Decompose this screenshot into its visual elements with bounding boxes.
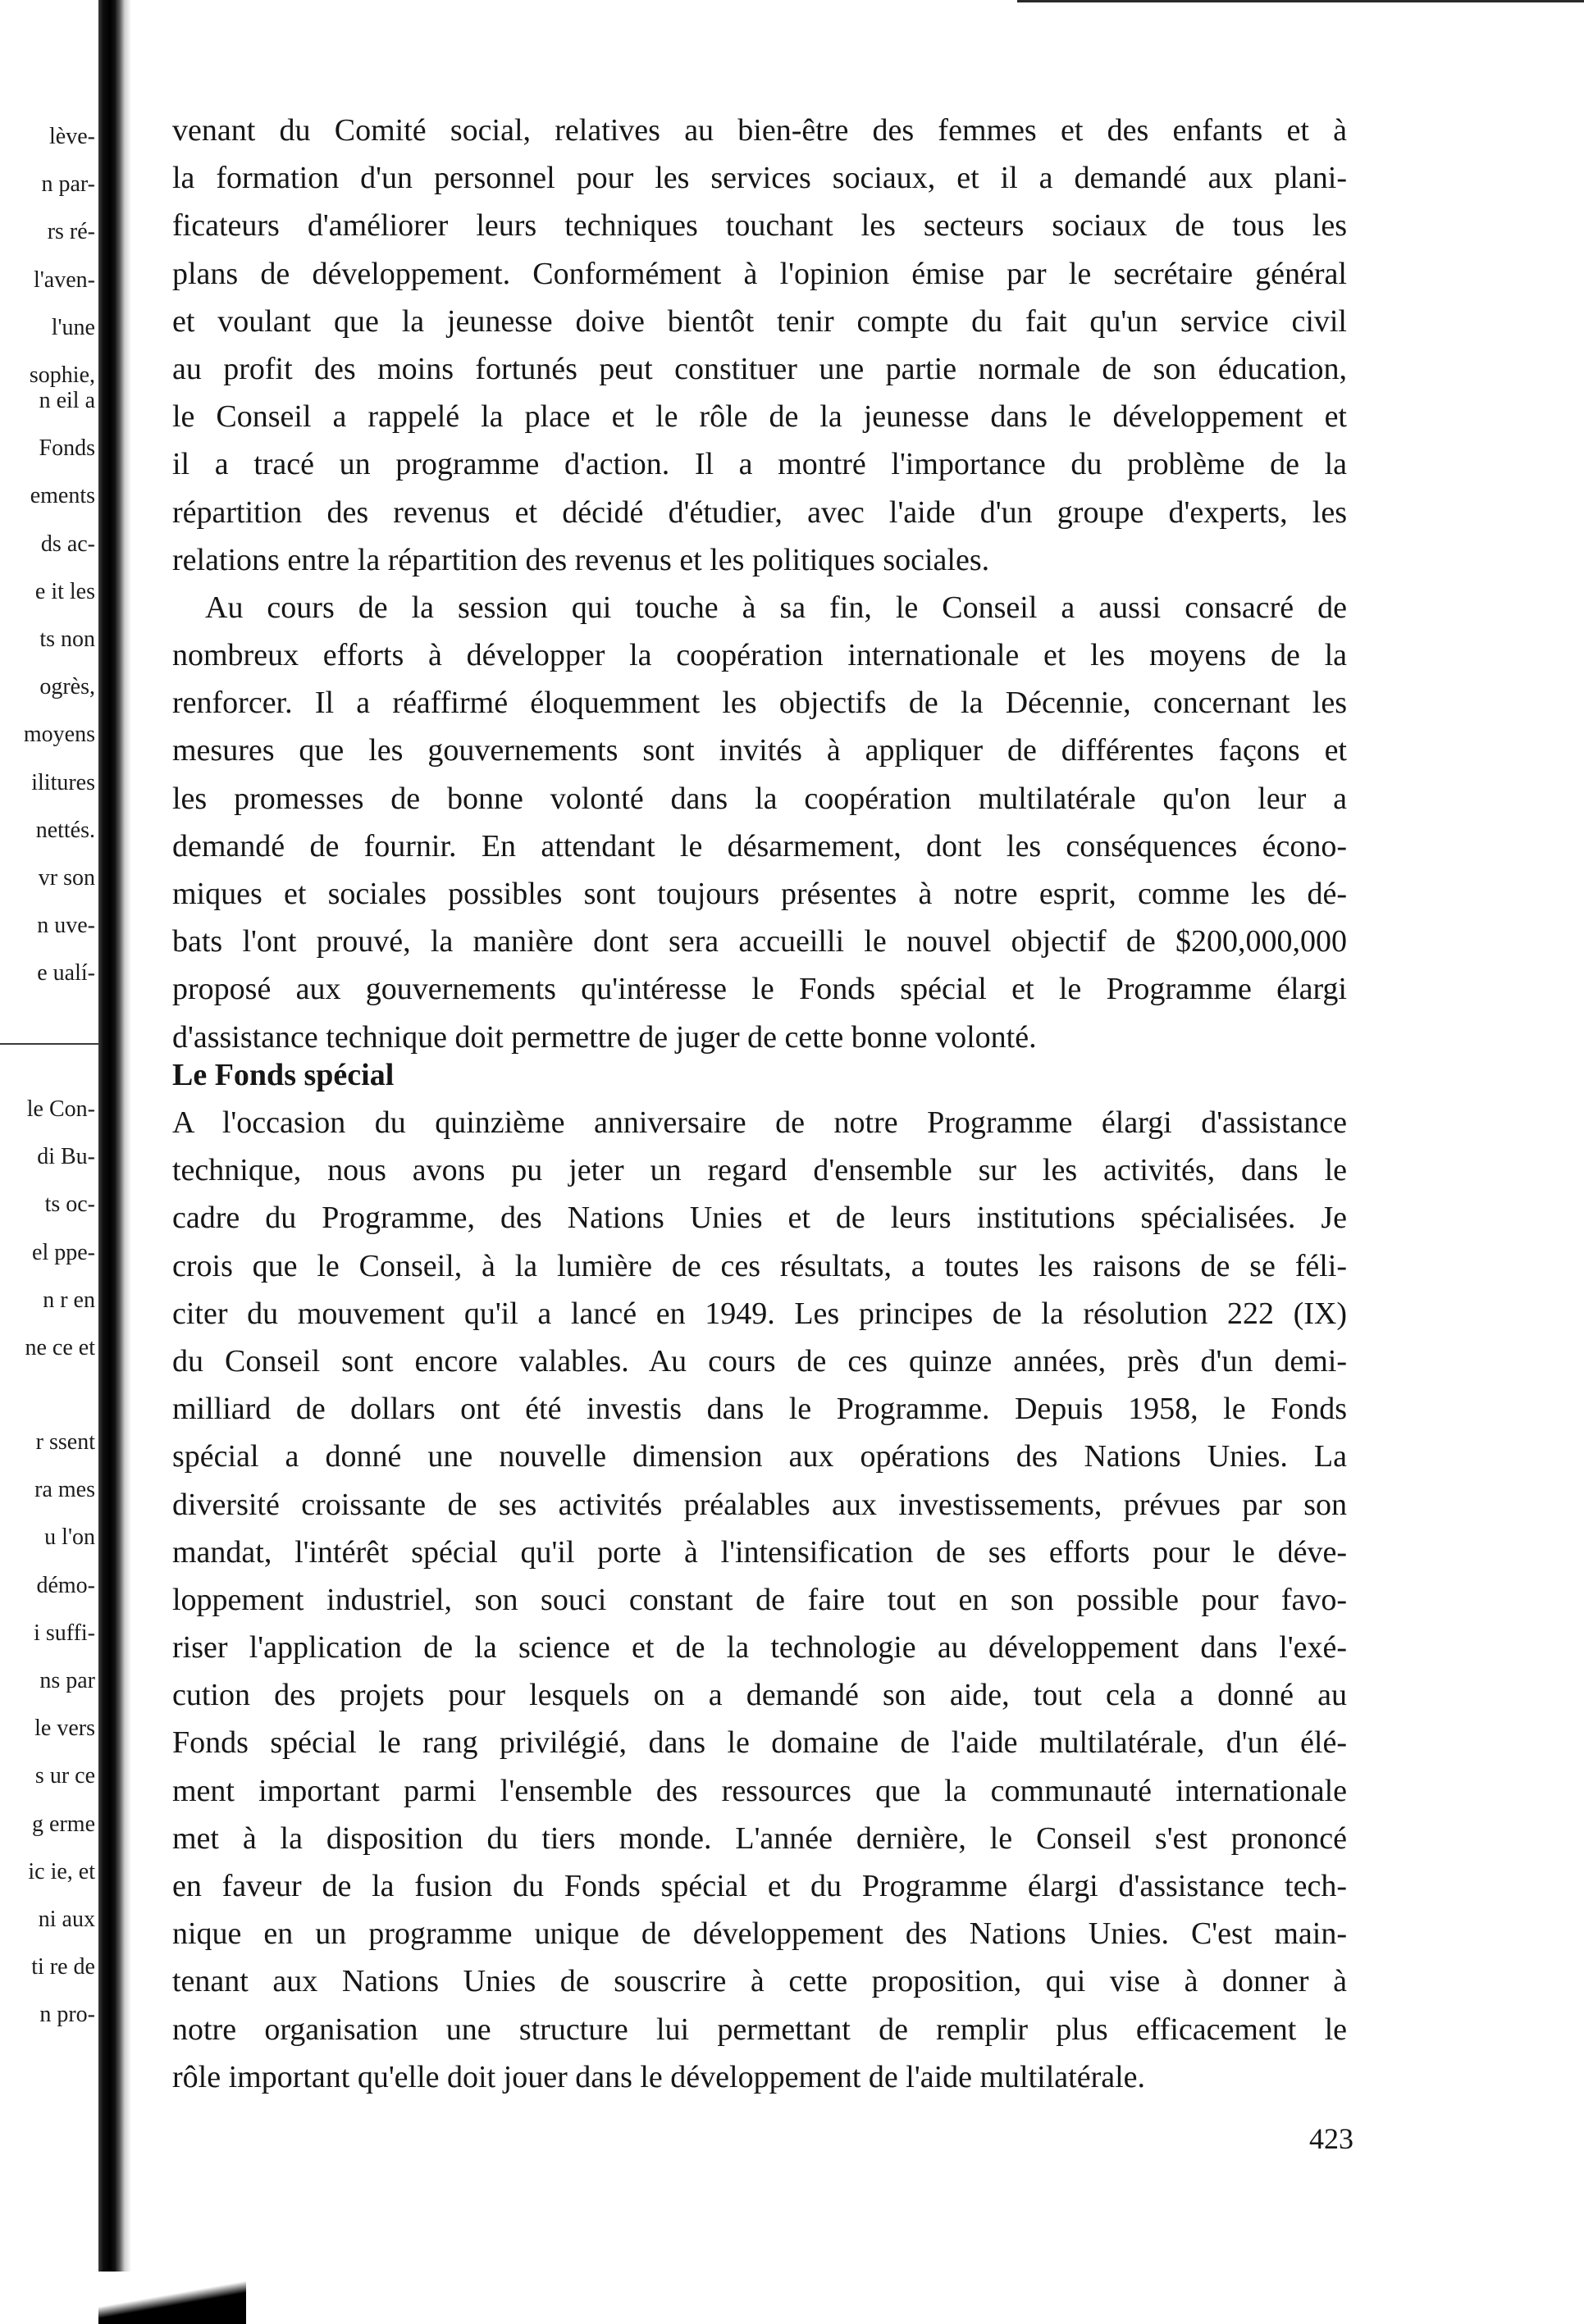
fragment-line: e it les	[34, 578, 95, 604]
text-line: tenant aux Nations Unies de souscrire à cette proposition, qui vise à donner à	[172, 1964, 1347, 1999]
text-line: plans de développement. Conformément à l'opinion émise par le secrétaire général	[172, 256, 1347, 291]
paragraph-3	[172, 1099, 1347, 2101]
text-line: Fonds spécial le rang privilégié, dans le domaine de l'aide multilatérale, d'un élé-	[172, 1725, 1347, 1761]
fragment-divider	[0, 1043, 98, 1045]
fragment-line: l'une	[51, 314, 95, 340]
text-line: notre organisation une structure lui permettant de remplir plus efficacement le	[172, 2012, 1347, 2047]
text-line: diversité croissante de ses activités préalables aux investissements, prévues par son	[172, 1487, 1347, 1522]
text-line: proposé aux gouvernements qu'intéresse le Fonds spécial et le Programme élargi	[172, 972, 1347, 1007]
text-line: répartition des revenus et décidé d'étudier, avec l'aide d'un groupe d'experts, les	[172, 494, 1347, 530]
text-line: citer du mouvement qu'il a lancé en 1949. Les principes de la résolution 222 (IX)	[172, 1296, 1347, 1331]
text-line: spécial a donné une nouvelle dimension aux opérations des Nations Unies. La	[172, 1439, 1347, 1474]
fragment-line: ni aux	[38, 1906, 95, 1932]
text-line: Au cours de la session qui touche à sa fin, le Conseil a aussi consacré de	[205, 590, 1347, 625]
text-line: mesures que les gouvernements sont invités à appliquer de différentes façons et	[172, 733, 1347, 768]
text-line: le Conseil a rappelé la place et le rôle de la jeunesse dans le développement et	[172, 399, 1347, 435]
text-line: venant du Comité social, relatives au bien-être des femmes et des enfants et à	[172, 113, 1347, 148]
text-line: riser l'application de la science et de la technologie au développement dans l'exé-	[172, 1630, 1347, 1666]
fragment-line: le Con-	[26, 1096, 95, 1122]
top-rule	[1017, 0, 1584, 2]
fragment-line: ements	[30, 483, 95, 509]
paragraph-2	[172, 584, 1347, 1061]
fragment-line: ra mes	[34, 1477, 95, 1503]
fragment-line: ns par	[39, 1667, 95, 1693]
fragment-line: vr son	[38, 864, 95, 891]
text-line: met à la disposition du tiers monde. L'année dernière, le Conseil s'est prononcé	[172, 1820, 1347, 1856]
fragment-line: ogrès,	[39, 674, 95, 700]
fragment-line: i suffi-	[34, 1620, 95, 1646]
facing-page-block-mid	[3, 377, 95, 997]
book-gutter	[98, 0, 131, 2324]
text-line: il a tracé un programme d'action. Il a montré l'importance du problème de la	[172, 447, 1347, 482]
fragment-line: nettés.	[35, 817, 95, 843]
text-line: cution des projets pour lesquels on a demandé son aide, tout cela a donné au	[172, 1678, 1347, 1713]
fragment-line: Fonds	[39, 435, 95, 462]
text-line: et voulant que la jeunesse doive bientôt tenir compte du fait qu'un service civil	[172, 303, 1347, 339]
fragment-line: n uve-	[37, 913, 95, 939]
facing-page-block-2	[3, 1086, 95, 1372]
paragraph-1	[172, 107, 1347, 584]
fragment-line: u l'on	[44, 1524, 95, 1551]
fragment-line: ds ac-	[40, 531, 95, 557]
fragment-line: n r en	[43, 1287, 95, 1313]
fragment-line: sophie,	[29, 362, 95, 388]
text-line: en faveur de la fusion du Fonds spécial et du Programme élargi d'assistance tech-	[172, 1869, 1347, 1903]
fragment-line: r ssent	[35, 1429, 95, 1455]
fragment-line: ic ie, et	[28, 1858, 95, 1884]
text-line: miques et sociales possibles sont toujours présentes à notre esprit, comme les dé-	[172, 877, 1347, 911]
fragment-line: el ppe-	[32, 1239, 95, 1265]
fragment-line: n eil a	[39, 388, 95, 413]
text-line: loppement industriel, son souci constant de faire tout en son possible pour favo-	[172, 1582, 1347, 1617]
fragment-line: rs ré-	[47, 219, 95, 245]
text-line: les promesses de bonne volonté dans la coopération multilatérale qu'on leur a	[172, 781, 1347, 816]
fragment-line: ts oc-	[44, 1192, 95, 1218]
text-line: renforcer. Il a réaffirmé éloquemment les objectifs de la Décennie, concernant les	[172, 686, 1347, 721]
fragment-line: n pro-	[39, 2002, 95, 2028]
section-heading: Le Fonds spécial	[172, 1058, 395, 1092]
text-line: crois que le Conseil, à la lumière de ces résultats, a toutes les raisons de se féli-	[172, 1248, 1347, 1283]
text-line: rôle important qu'elle doit jouer dans le développement de l'aide multilatérale.	[172, 2059, 1146, 2094]
text-line: cadre du Programme, des Nations Unies et de leurs institutions spécialisées. Je	[172, 1201, 1347, 1236]
facing-page-block-1	[3, 113, 95, 399]
text-line: ment important parmi l'ensemble des ressources que la communauté internationale	[172, 1773, 1347, 1808]
fragment-line: e ualí-	[37, 960, 95, 987]
facing-page-block-3	[3, 1419, 95, 2039]
fragment-line: ts non	[39, 626, 95, 652]
fragment-line: ti re de	[31, 1954, 95, 1980]
fragment-line: ilitures	[31, 769, 95, 795]
text-line: du Conseil sont encore valables. Au cours de ces quinze années, près d'un demi-	[172, 1343, 1347, 1378]
fragment-line: démo-	[36, 1572, 95, 1598]
text-column-2	[172, 1099, 1347, 2101]
text-line: nique en un programme unique de développement des Nations Unies. C'est main-	[172, 1916, 1347, 1952]
text-line: au profit des moins fortunés peut constituer une partie normale de son éducation,	[172, 351, 1347, 386]
text-line: relations entre la répartition des revenus et les politiques sociales.	[172, 542, 990, 577]
text-column	[172, 107, 1347, 1061]
fragment-line: moyens	[23, 722, 95, 748]
fragment-line: n par-	[41, 171, 95, 198]
page-number: 423	[1309, 2122, 1353, 2155]
text-line: milliard de dollars ont été investis dans le Programme. Depuis 1958, le Fonds	[172, 1392, 1347, 1427]
text-line: mandat, l'intérêt spécial qu'il porte à l'intensification de ses efforts pour le déve-	[172, 1534, 1347, 1570]
fragment-line: le vers	[34, 1716, 95, 1742]
text-line: d'assistance technique doit permettre de juger de cette bonne volonté.	[172, 1019, 1037, 1055]
fragment-line: ne ce et	[25, 1334, 95, 1360]
book-gutter-shadow	[98, 2272, 246, 2324]
fragment-line: lève-	[49, 124, 95, 149]
facing-page-fragment	[0, 0, 98, 2324]
text-line: technique, nous avons pu jeter un regard d'ensemble sur les activités, dans le	[172, 1153, 1347, 1188]
fragment-line: s ur ce	[34, 1763, 95, 1789]
text-line: A l'occasion du quinzième anniversaire de notre Programme élargi d'assistance	[172, 1105, 1347, 1140]
text-line: demandé de fournir. En attendant le désarmement, dont les conséquences écono-	[172, 828, 1347, 864]
text-line: bats l'ont prouvé, la manière dont sera accueilli le nouvel objectif de $200,000,000	[172, 924, 1347, 959]
text-line: la formation d'un personnel pour les services sociaux, et il a demandé aux plani-	[172, 161, 1347, 196]
fragment-line: g erme	[32, 1811, 95, 1837]
text-line: nombreux efforts à développer la coopération internationale et les moyens de la	[172, 638, 1347, 673]
fragment-line: di Bu-	[37, 1144, 95, 1170]
text-line: ficateurs d'améliorer leurs techniques touchant les secteurs sociaux de tous les	[172, 208, 1347, 244]
fragment-line: l'aven-	[33, 267, 95, 293]
